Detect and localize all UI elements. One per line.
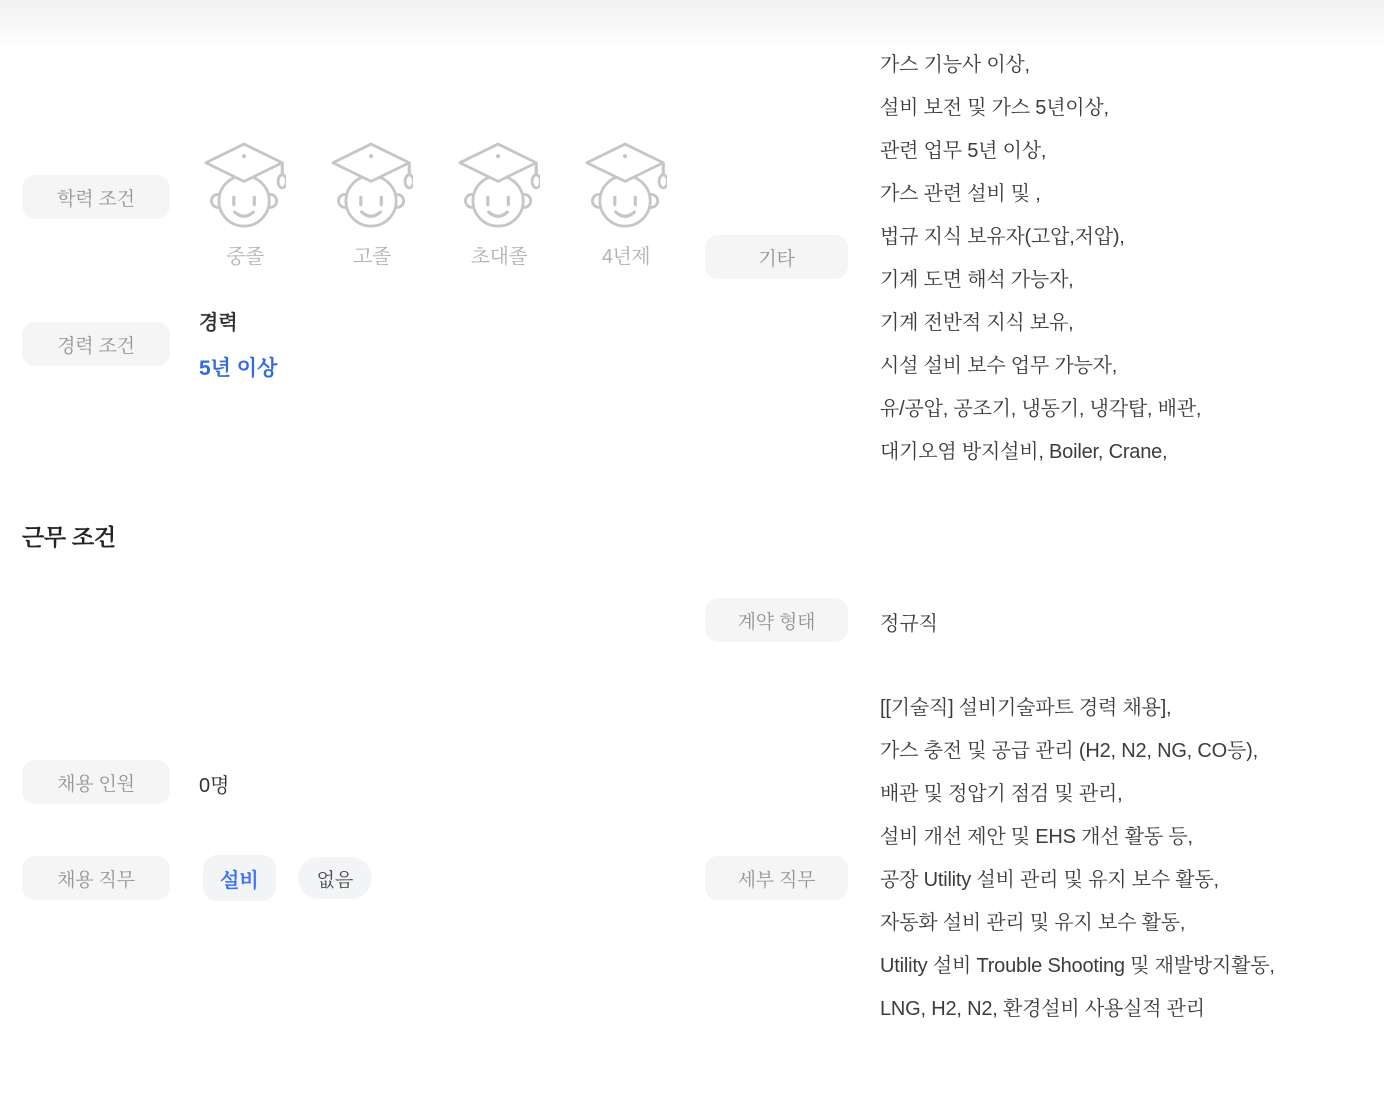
education-level-item — [331, 141, 413, 269]
graduate-cap-icon — [204, 141, 286, 231]
graduate-cap-icon — [458, 141, 540, 231]
career-label: 경력 조건 — [57, 335, 135, 357]
text-line: 가스 관련 설비 및 , — [880, 183, 1041, 205]
text-line: Utility 설비 Trouble Shooting 및 재발방지활동, — [880, 955, 1275, 977]
job-detail-text — [880, 687, 1348, 1031]
headcount-label-pill — [22, 760, 170, 804]
job-role-tag: 설비 — [203, 855, 276, 901]
text-line: [[기술직] 설비기술파트 경력 채용], — [880, 697, 1172, 719]
job-role-tag: 없음 — [298, 857, 373, 899]
text-line: 관련 업무 5년 이상, — [880, 140, 1047, 162]
text-line: 설비 개선 제안 및 EHS 개선 활동 등, — [880, 826, 1193, 848]
education-level-item — [204, 141, 286, 269]
headcount-value: 0명 — [199, 775, 230, 797]
section-heading: 근무 조건 — [22, 524, 116, 550]
text-line: 기계 전반적 지식 보유, — [880, 312, 1074, 334]
graduate-cap-icon — [331, 141, 413, 231]
text-line: 설비 보전 및 가스 5년이상, — [880, 97, 1109, 119]
text-line: LNG, H2, N2, 환경설비 사용실적 관리 — [880, 998, 1205, 1020]
job-detail-label: 세부 직무 — [737, 869, 816, 891]
education-level-label: 초대졸 — [470, 246, 528, 268]
job-role-label: 채용 직무 — [57, 869, 135, 891]
other-label: 기타 — [758, 248, 795, 270]
text-line: 가스 충전 및 공급 관리 (H2, N2, NG, CO등), — [880, 740, 1258, 762]
other-label-pill — [705, 235, 848, 279]
career-label-pill — [22, 322, 170, 366]
education-level-label: 고졸 — [353, 246, 391, 268]
text-line: 가스 기능사 이상, — [880, 54, 1030, 76]
education-level-item — [458, 141, 540, 269]
job-detail-label-pill — [705, 856, 848, 900]
other-requirements-text — [880, 44, 1348, 474]
job-role-label-pill — [22, 856, 170, 900]
text-line: 대기오염 방지설비, Boiler, Crane, — [880, 441, 1168, 463]
career-value: 5년 이상 — [199, 357, 278, 380]
text-line: 법규 지식 보유자(고압,저압), — [880, 226, 1125, 248]
text-line: 기계 도면 해석 가능자, — [880, 269, 1074, 291]
text-line: 유/공압, 공조기, 냉동기, 냉각탑, 배관, — [880, 398, 1202, 420]
headcount-label: 채용 인원 — [57, 773, 135, 795]
text-line: 시설 설비 보수 업무 가능자, — [880, 355, 1118, 377]
text-line: 배관 및 정압기 점검 및 관리, — [880, 783, 1123, 805]
graduate-cap-icon — [585, 141, 667, 231]
education-levels — [204, 141, 667, 269]
education-label-pill — [22, 175, 170, 219]
education-level-label: 4년제 — [601, 246, 651, 268]
education-label: 학력 조건 — [57, 188, 135, 210]
text-line: 자동화 설비 관리 및 유지 보수 활동, — [880, 912, 1186, 934]
education-level-item — [585, 141, 667, 269]
text-line: 공장 Utility 설비 관리 및 유지 보수 활동, — [880, 869, 1219, 891]
education-level-label: 중졸 — [226, 246, 264, 268]
contract-label: 계약 형태 — [737, 611, 816, 633]
contract-label-pill — [705, 598, 848, 642]
career-type: 경력 — [199, 312, 238, 334]
contract-value: 정규직 — [880, 613, 938, 635]
job-role-tags — [203, 855, 372, 901]
